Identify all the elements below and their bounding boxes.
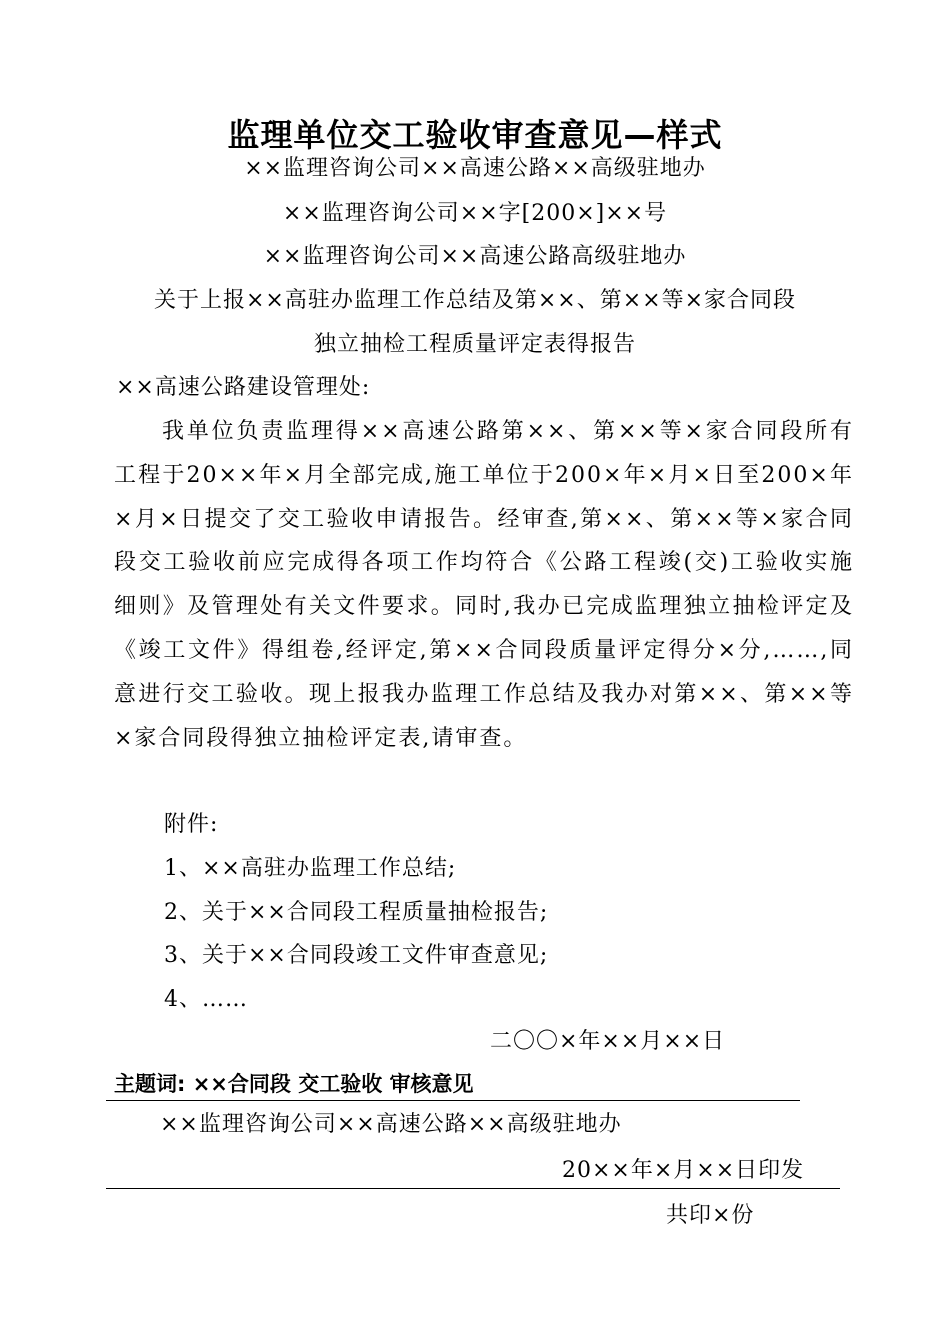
- print-date: 20××年×月××日印发: [562, 1158, 805, 1183]
- attachment-item: 1、××高驻办监理工作总结;: [164, 856, 457, 881]
- footer-issuer: ××监理咨询公司××高速公路××高级驻地办: [160, 1112, 622, 1137]
- divider-top: [106, 1100, 800, 1101]
- attachments-label: 附件:: [164, 812, 219, 837]
- body-paragraph: 我单位负责监理得××高速公路第××、第××等×家合同段所有工程于20××年×月全部完成,施工单位于200×年×月×日至200×年×月×日提交了交工验收申请报告。经审查,第××、第××等×家合同段交工验收前应完成得各项工作均符合《公路工程竣(交)工验收实施细则》及管理处有关文件要求。同时,我办已完成监理独立抽检评定及《竣工文件》得组卷,经评定,第××合同段质量评定得分×分,……,同意进行交工验收。现上报我办监理工作总结及我办对第××、第××等×家合同段得独立抽检评定表,请审查。: [114, 419, 854, 751]
- document-number: ××监理咨询公司××字[200×]××号: [282, 201, 668, 226]
- issuer-line: ××监理咨询公司××高速公路××高级驻地办: [244, 156, 706, 181]
- attachment-item: 4、……: [164, 987, 248, 1012]
- subject-words: 主题词: ××合同段 交工验收 审核意见: [114, 1072, 474, 1096]
- attachment-item: 2、关于××合同段工程质量抽检报告;: [164, 900, 549, 925]
- subject-line-1: 关于上报××高驻办监理工作总结及第××、第××等×家合同段: [153, 288, 797, 313]
- sender-line: ××监理咨询公司××高速公路高级驻地办: [263, 244, 687, 269]
- document-title: 监理单位交工验收审查意见—样式: [227, 116, 723, 154]
- subject-line-2: 独立抽检工程质量评定表得报告: [313, 332, 636, 357]
- divider-bottom: [106, 1188, 840, 1189]
- copies-count: 共印×份: [666, 1203, 755, 1228]
- recipient: ××高速公路建设管理处:: [116, 375, 371, 400]
- document-date: 二〇〇×年××月××日: [490, 1029, 726, 1054]
- attachment-item: 3、关于××合同段竣工文件审查意见;: [164, 943, 549, 968]
